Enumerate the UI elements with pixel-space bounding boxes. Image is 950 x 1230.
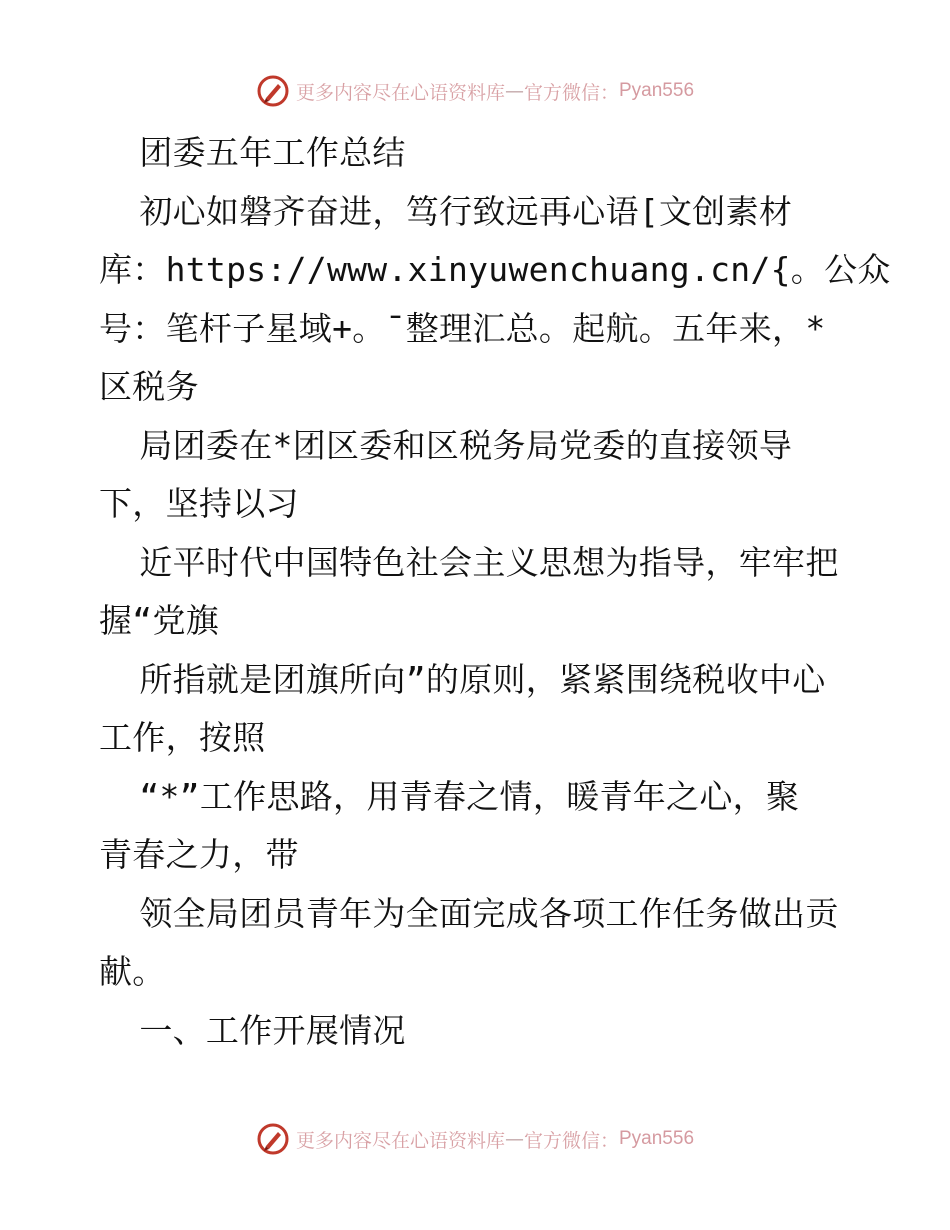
- doc-line: 号：笔杆子星域+。¯整理汇总。起航。五年来，*: [99, 308, 826, 348]
- doc-line: 领全局团员青年为全面完成各项工作任务做出贡: [99, 893, 839, 933]
- section-heading: 一、工作开展情况: [99, 1010, 406, 1050]
- doc-line: 献。: [99, 952, 166, 991]
- banner-text: 更多内容尽在心语资料库: [295, 1129, 505, 1152]
- doc-line: “*”工作思路，用青春之情，暖青年之心，聚: [99, 776, 800, 816]
- banner-text: 更多内容尽在心语资料库: [295, 81, 505, 104]
- pen-logo-icon: [256, 74, 290, 108]
- pen-logo-icon: [256, 1122, 290, 1156]
- banner-contact-label: 官方微信：: [523, 1129, 619, 1152]
- doc-line: 局团委在*团区委和区税务局党委的直接领导: [99, 425, 793, 465]
- footer-banner: [0, 1119, 950, 1159]
- banner-separator: —: [504, 80, 524, 102]
- banner-separator: —: [504, 1128, 524, 1150]
- document-body: [99, 124, 891, 1060]
- doc-line: 近平时代中国特色社会主义思想为指导，牢牢把: [99, 542, 839, 582]
- banner-contact-handle: Pyan556: [619, 1128, 695, 1149]
- banner-contact-label: 官方微信：: [523, 81, 619, 104]
- doc-line: 下，坚持以习: [99, 484, 299, 523]
- doc-line: 握“党旗: [99, 601, 220, 640]
- doc-line: 库：https://www.xinyuwenchuang.cn/{。公众: [99, 250, 891, 289]
- banner-contact-handle: Pyan556: [619, 80, 695, 101]
- doc-line: 区税务: [99, 367, 199, 406]
- doc-line: 所指就是团旗所向”的原则，紧紧围绕税收中心: [99, 659, 826, 699]
- doc-title: 团委五年工作总结: [99, 133, 406, 172]
- doc-line: 青春之力，带: [99, 835, 299, 874]
- doc-line: 工作，按照: [99, 718, 266, 757]
- header-banner: [0, 71, 950, 111]
- doc-line: 初心如磐齐奋进，笃行致远再心语[文创素材: [99, 191, 793, 231]
